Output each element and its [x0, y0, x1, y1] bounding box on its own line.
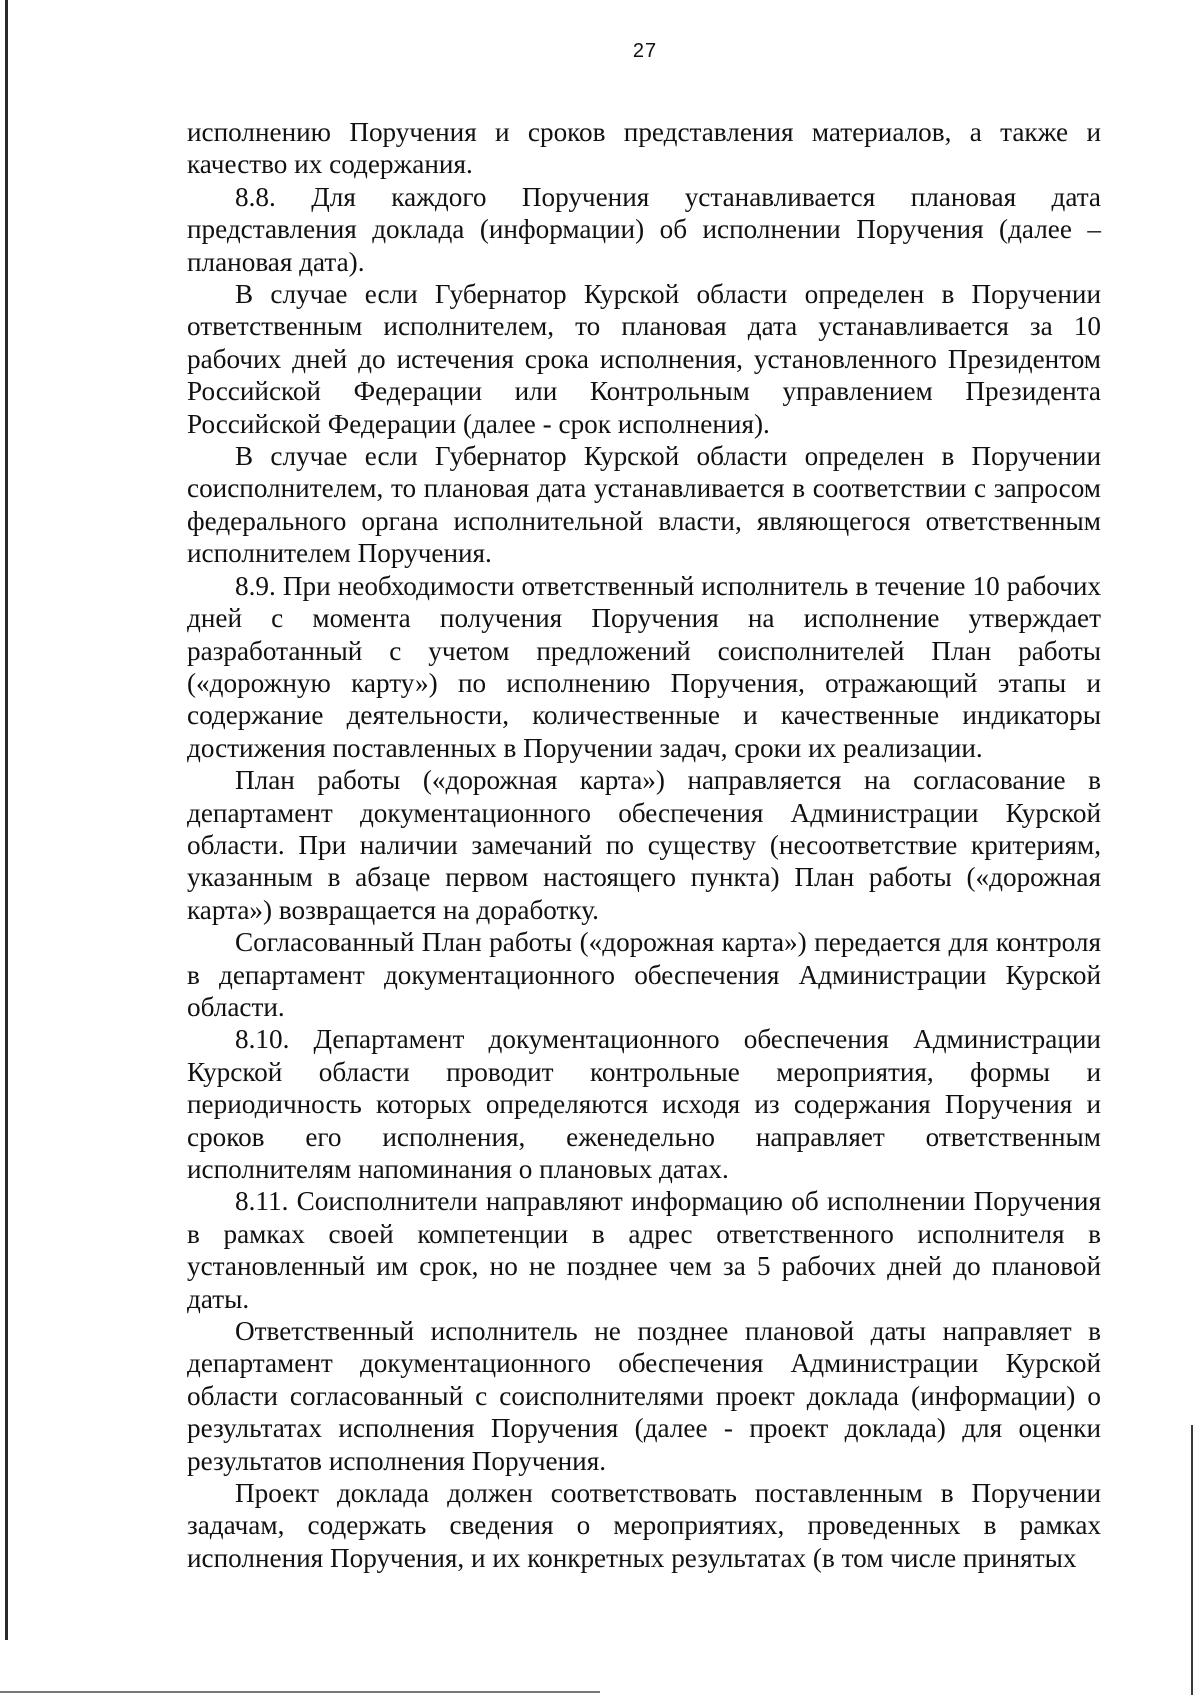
scan-left-edge [5, 0, 8, 1640]
document-body [187, 116, 1101, 1574]
paragraph: Согласованный План работы («дорожная карта») передается для контроля в департамент документационного обеспечения Администрации Курской области. [187, 927, 1101, 1022]
paragraph: 8.11. Соисполнители направляют информацию об исполнении Поручения в рамках своей компетенции в адрес ответственного исполнителя в установленный им срок, но не позднее чем за 5 рабочих дней до плановой даты. [187, 1186, 1101, 1314]
paragraph: Ответственный исполнитель не позднее плановой даты направляет в департамент документационного обеспечения Администрации Курской области согласованный с соисполнителями проект доклада (информации) о результатах исполнения Поручения (далее - проект доклада) для оценки результатов исполнения Поручения. [187, 1316, 1101, 1476]
paragraph: 8.8. Для каждого Поручения устанавливается плановая дата представления доклада (информации) об исполнении Поручения (далее – плановая дата). [187, 181, 1101, 277]
paragraph: План работы («дорожная карта») направляется на согласование в департамент документационного обеспечения Администрации Курской области. При наличии замечаний по существу (несоответствие критериям, указанным в абзаце первом настоящего пункта) План работы («дорожная карта») возвращается на доработку. [187, 765, 1101, 925]
page-number: 27 [632, 40, 658, 62]
paragraph: В случае если Губернатор Курской области определен в Поручении соисполнителем, то плановая дата устанавливается в соответствии с запросом федерального органа исполнительной власти, являющегося ответственным исполнителем Поручения. [187, 441, 1101, 569]
scan-bottom-edge [0, 1691, 600, 1693]
scan-right-edge [1191, 1425, 1193, 1695]
paragraph: 8.10. Департамент документационного обеспечения Администрации Курской области проводит контрольные мероприятия, формы и периодичность которых определяются исходя из содержания Поручения и сроков его исполнения, еженедельно направляет ответственным исполнителям напоминания о плановых датах. [187, 1024, 1101, 1184]
paragraph: Проект доклада должен соответствовать поставленным в Поручении задачам, содержать сведения о мероприятиях, проведенных в рамках исполнения Поручения, и их конкретных результатах (в том числе принятых [187, 1478, 1101, 1573]
paragraph: 8.9. При необходимости ответственный исполнитель в течение 10 рабочих дней с момента получения Поручения на исполнение утверждает разработанный с учетом предложений соисполнителей План работы («дорожную карту») по исполнению Поручения, отражающий этапы и содержание деятельности, количественные и качественные индикаторы достижения поставленных в Поручении задач, сроки их реализации. [187, 570, 1101, 763]
paragraph: В случае если Губернатор Курской области определен в Поручении ответственным исполнителем, то плановая дата устанавливается за 10 рабочих дней до истечения срока исполнения, установленного Президентом Российской Федерации или Контрольным управлением Президента Российской Федерации (далее - срок исполнения). [187, 279, 1101, 439]
paragraph: исполнению Поручения и сроков представления материалов, а также и качество их содержания. [187, 117, 1101, 180]
